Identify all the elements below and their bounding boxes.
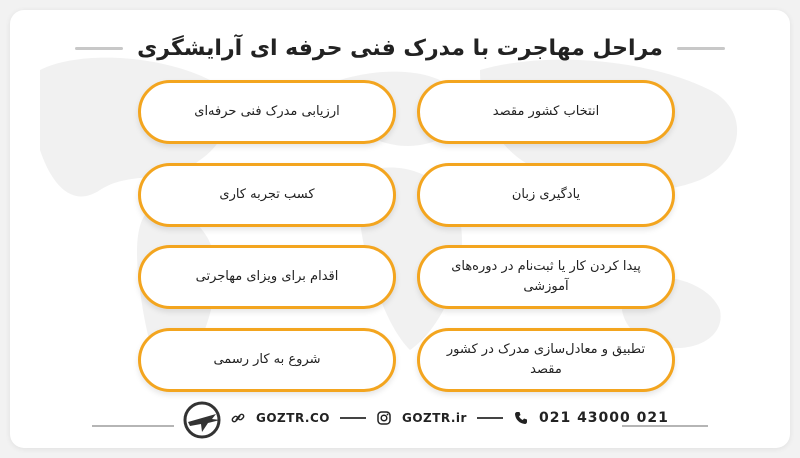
step-label: کسب تجربه کاری xyxy=(219,186,315,202)
page-title: مراحل مهاجرت با مدرک فنی حرفه ای آرایشگری xyxy=(137,35,663,61)
step-learn-language xyxy=(417,163,675,227)
title-row xyxy=(10,28,790,68)
footer-contacts xyxy=(230,402,680,434)
infographic-card xyxy=(10,10,790,448)
step-start-official-work xyxy=(138,328,396,392)
title-divider-right xyxy=(677,47,725,50)
link-icon xyxy=(230,410,246,426)
step-select-destination xyxy=(417,80,675,144)
step-assess-certificate xyxy=(138,80,396,144)
step-find-job-or-enroll xyxy=(417,245,675,309)
step-label: پیدا کردن کار یا ثبت‌نام در دوره‌های آموزشی xyxy=(451,258,641,294)
step-apply-visa xyxy=(138,245,396,309)
phone-number[interactable]: 021 43000 021 xyxy=(538,410,669,426)
step-label: ارزیابی مدرک فنی حرفه‌ای xyxy=(194,103,340,119)
step-label: شروع به کار رسمی xyxy=(213,351,321,367)
step-label: انتخاب کشور مقصد xyxy=(492,103,600,119)
plane-logo-icon xyxy=(182,400,222,440)
instagram-handle[interactable]: GOZTR.ir xyxy=(401,411,467,425)
step-gain-experience xyxy=(138,163,396,227)
footer-separator xyxy=(340,417,366,419)
step-label: یادگیری زبان xyxy=(511,186,581,202)
step-label: اقدام برای ویزای مهاجرتی xyxy=(195,268,339,284)
footer-separator xyxy=(477,417,503,419)
instagram-icon xyxy=(376,410,392,426)
phone-icon xyxy=(513,410,529,426)
world-map-background xyxy=(10,10,790,448)
step-label: تطبیق و معادل‌سازی مدرک در کشور مقصد xyxy=(446,341,646,377)
step-certificate-equivalence xyxy=(417,328,675,392)
footer-divider-left xyxy=(92,425,174,427)
title-divider-left xyxy=(75,47,123,50)
website-link[interactable]: GOZTR.CO xyxy=(256,411,330,425)
